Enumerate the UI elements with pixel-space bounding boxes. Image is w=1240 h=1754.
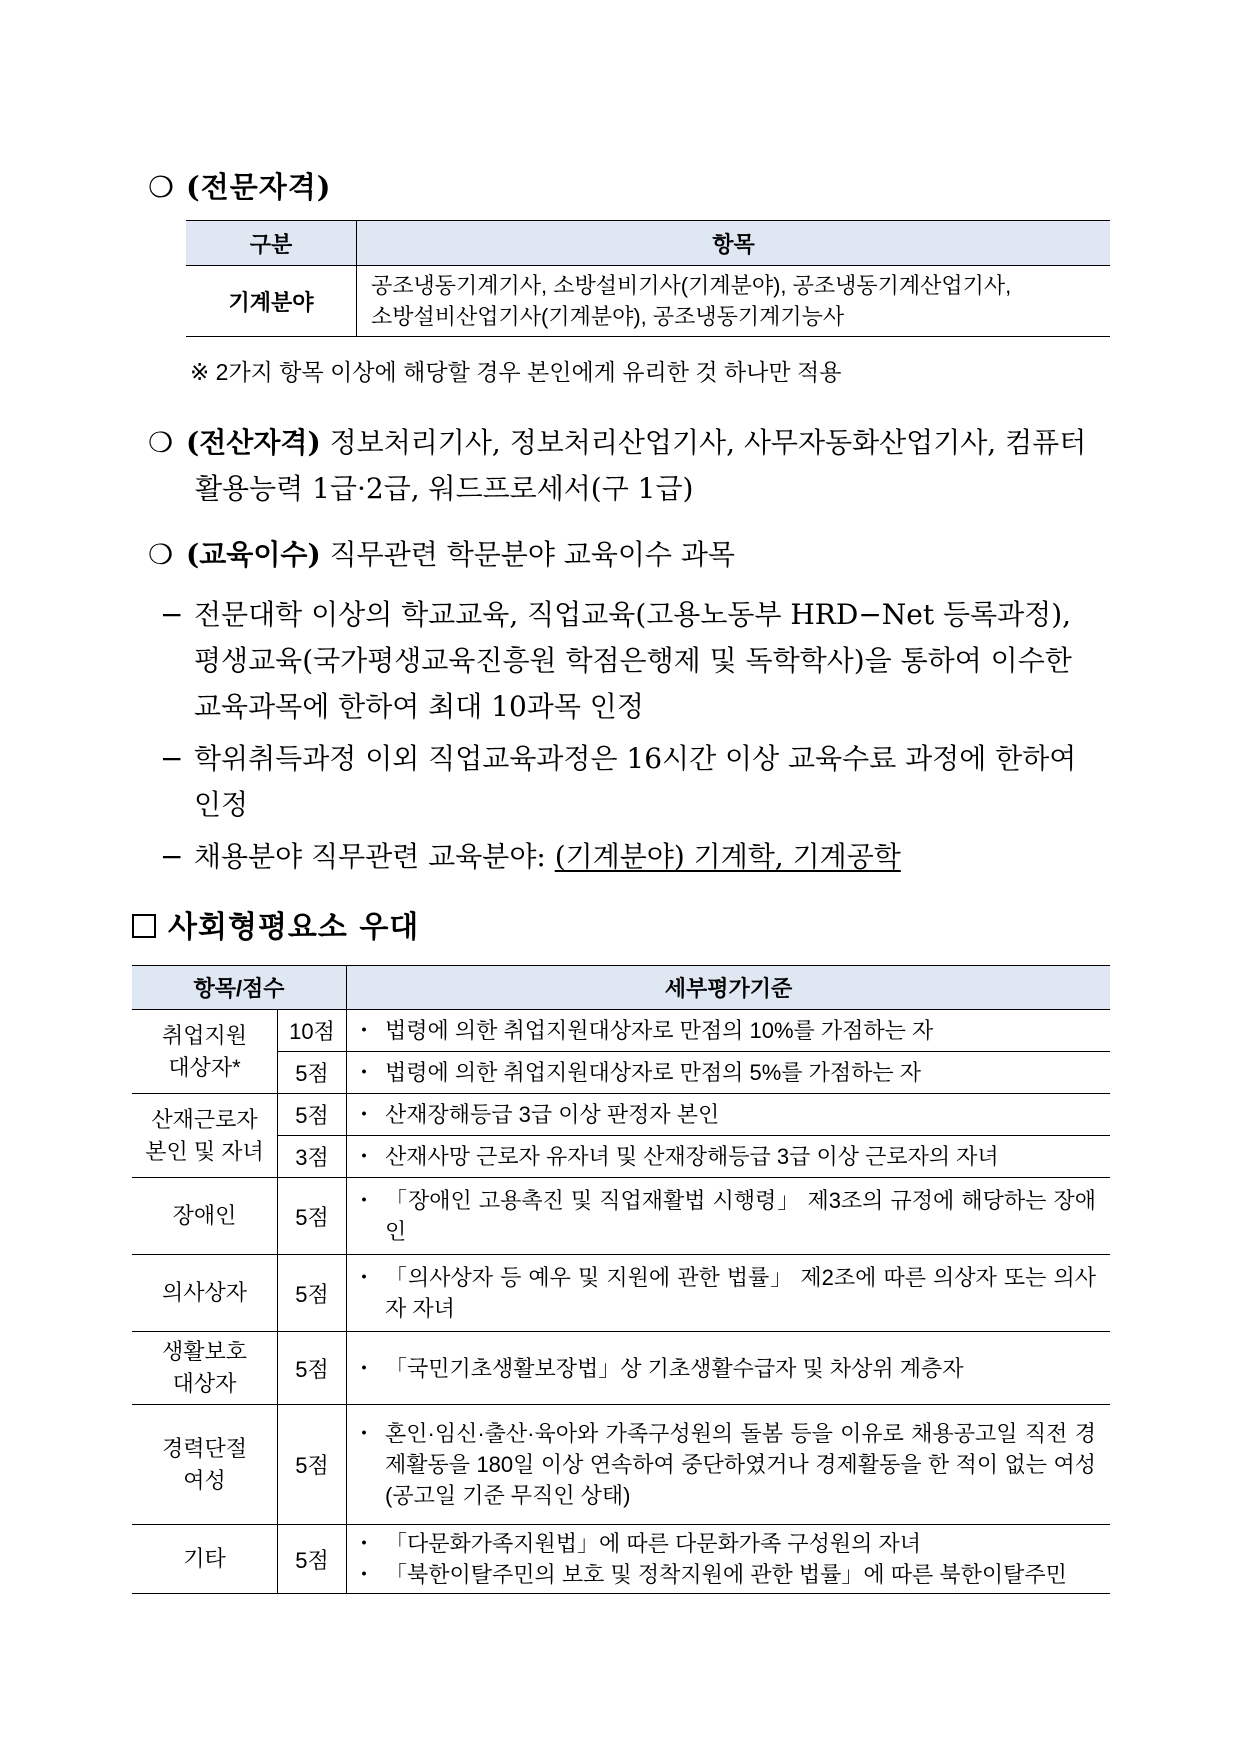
criteria-cell: ・ 산재사망 근로자 유자녀 및 산재장해등급 3급 이상 근로자의 자녀 bbox=[347, 1136, 1111, 1178]
table-header-criteria: 세부평가기준 bbox=[347, 966, 1111, 1010]
qualification-label: (전문자격) bbox=[186, 170, 332, 204]
qualification-heading bbox=[148, 164, 332, 210]
criteria-cell: ・ 「다문화가족지원법」에 따른 다문화가족 구성원의 자녀 ・ 「북한이탈주민의 보호 및 정착지원에 관한 법률」에 따른 북한이탈주민 bbox=[347, 1525, 1111, 1594]
computer-text-cont: 활용능력 1급·2급, 워드프로세서(구 1급) bbox=[195, 472, 694, 505]
qualification-note: ※ 2가지 항목 이상에 해당할 경우 본인에게 유리한 것 하나만 적용 bbox=[190, 359, 842, 385]
category-cell: 취업지원 대상자* bbox=[132, 1010, 278, 1094]
table-row bbox=[132, 1332, 1110, 1405]
category-cell: 산재근로자 본인 및 자녀 bbox=[132, 1094, 278, 1178]
table-header-items: 항목 bbox=[357, 221, 1111, 266]
category-cell: 장애인 bbox=[132, 1178, 278, 1255]
score-cell: 3점 bbox=[278, 1136, 347, 1178]
score-cell: 5점 bbox=[278, 1405, 347, 1525]
table-header-item-score: 항목/점수 bbox=[132, 966, 347, 1010]
score-cell: 5점 bbox=[278, 1178, 347, 1255]
criteria-cell: ・ 법령에 의한 취업지원대상자로 만점의 5%를 가점하는 자 bbox=[347, 1052, 1111, 1094]
square-bullet-icon bbox=[132, 914, 156, 938]
criteria-cell: ・ 혼인·임신·출산·육아와 가족구성원의 돌봄 등을 이유로 채용공고일 직전 경제활동을 180일 이상 연속하여 중단하였거나 경제활동을 한 적이 없는 여성(공고일 기준 무직인 상태) bbox=[347, 1405, 1111, 1525]
dash-bullet-icon: − bbox=[160, 598, 184, 631]
category-cell: 기계분야 bbox=[186, 266, 357, 337]
table-row bbox=[132, 1405, 1110, 1525]
education-field-value: (기계분야) 기계학, 기계공학 bbox=[554, 840, 901, 873]
circle-bullet-icon: ❍ bbox=[148, 538, 174, 571]
dash-bullet-icon: − bbox=[160, 742, 184, 775]
criteria-cell: ・ 「국민기초생활보장법」상 기초생활수급자 및 차상위 계층자 bbox=[347, 1332, 1111, 1405]
criteria-cell: ・ 산재장해등급 3급 이상 판정자 본인 bbox=[347, 1094, 1111, 1136]
qualification-table bbox=[186, 220, 1110, 337]
table-row bbox=[186, 266, 1110, 337]
items-cell bbox=[357, 266, 1111, 337]
education-item: − 학위취득과정 이외 직업교육과정은 16시간 이상 교육수료 과정에 한하여 인정 bbox=[160, 736, 1110, 828]
table-row bbox=[132, 1525, 1110, 1594]
score-cell: 5점 bbox=[278, 1332, 347, 1405]
score-cell: 5점 bbox=[278, 1525, 347, 1594]
education-field bbox=[160, 834, 1110, 880]
score-cell: 5점 bbox=[278, 1255, 347, 1332]
education-heading bbox=[148, 532, 1108, 578]
score-cell: 10점 bbox=[278, 1010, 347, 1052]
section2-title: 사회형평요소 우대 bbox=[132, 906, 419, 950]
social-equity-table bbox=[132, 965, 1110, 1594]
table-row bbox=[132, 1052, 1110, 1094]
table-row bbox=[132, 1094, 1110, 1136]
dash-bullet-icon: − bbox=[160, 840, 184, 873]
table-row bbox=[132, 1136, 1110, 1178]
table-row bbox=[132, 1255, 1110, 1332]
circle-bullet-icon: ❍ bbox=[148, 170, 175, 204]
criteria-cell: ・ 법령에 의한 취업지원대상자로 만점의 10%를 가점하는 자 bbox=[347, 1010, 1111, 1052]
education-label: (교육이수) bbox=[186, 538, 321, 571]
category-cell: 경력단절 여성 bbox=[132, 1405, 278, 1525]
criteria-cell: ・ 「의사상자 등 예우 및 지원에 관한 법률」 제2조에 따른 의상자 또는 의사자 자녀 bbox=[347, 1255, 1111, 1332]
category-cell: 의사상자 bbox=[132, 1255, 278, 1332]
circle-bullet-icon: ❍ bbox=[148, 426, 174, 459]
items-line: 공조냉동기계기사, 소방설비기사(기계분야), 공조냉동기계산업기사, bbox=[371, 273, 1012, 298]
score-cell: 5점 bbox=[278, 1052, 347, 1094]
items-line: 소방설비산업기사(기계분야), 공조냉동기계기능사 bbox=[371, 304, 845, 329]
table-row bbox=[132, 1010, 1110, 1052]
computer-qualification bbox=[148, 420, 1108, 512]
table-header-category: 구분 bbox=[186, 221, 357, 266]
table-row bbox=[132, 1178, 1110, 1255]
score-cell: 5점 bbox=[278, 1094, 347, 1136]
computer-text: 정보처리기사, 정보처리산업기사, 사무자동화산업기사, 컴퓨터 bbox=[320, 426, 1087, 459]
education-text: 직무관련 학문분야 교육이수 과목 bbox=[320, 538, 735, 571]
education-field-prefix: 채용분야 직무관련 교육분야: bbox=[194, 840, 555, 873]
education-item: − 전문대학 이상의 학교교육, 직업교육(고용노동부 HRD−Net 등록과정), 평생교육(국가평생교육진흥원 학점은행제 및 독학학사)을 통하여 이수한 교육과목에 한하여 최대 10과목 인정 bbox=[160, 592, 1110, 730]
criteria-cell: ・ 「장애인 고용촉진 및 직업재활법 시행령」 제3조의 규정에 해당하는 장애인 bbox=[347, 1178, 1111, 1255]
computer-label: (전산자격) bbox=[186, 426, 321, 459]
category-cell: 생활보호 대상자 bbox=[132, 1332, 278, 1405]
category-cell: 기타 bbox=[132, 1525, 278, 1594]
